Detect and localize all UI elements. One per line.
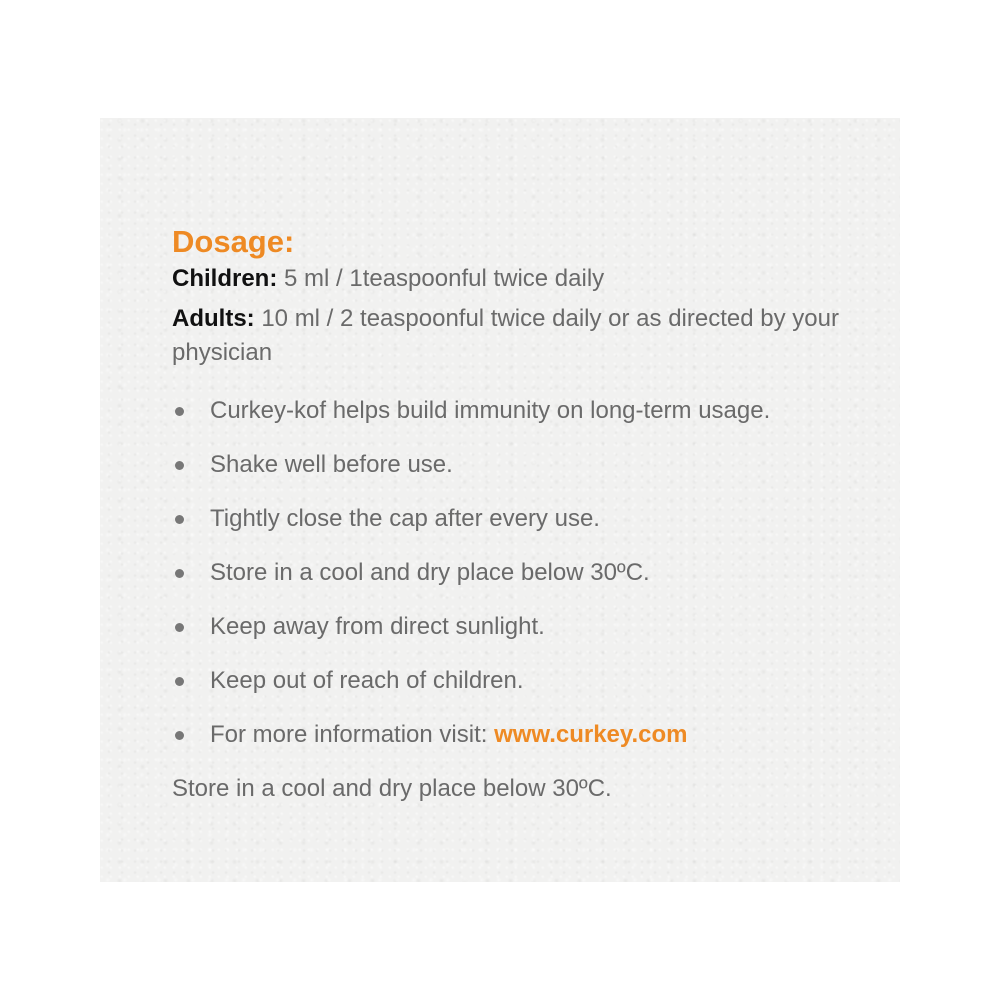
info-list-item	[172, 718, 872, 752]
bullet-dot-icon	[175, 569, 184, 578]
list-item	[172, 664, 872, 698]
bullet-dot-icon	[175, 515, 184, 524]
list-item-text: Store in a cool and dry place below 30ºC.	[210, 559, 650, 586]
children-label: Children:	[172, 265, 278, 292]
children-dosage	[172, 262, 872, 296]
list-item	[172, 448, 872, 482]
list-item	[172, 556, 872, 590]
storage-note: Store in a cool and dry place below 30ºC.	[172, 775, 612, 802]
adults-text: 10 ml / 2 teaspoonful twice daily or as directed by your physician	[172, 305, 839, 366]
info-text: For more information visit:	[210, 721, 495, 748]
list-item	[172, 502, 872, 536]
adults-dosage	[172, 302, 872, 370]
bullet-dot-icon	[175, 407, 184, 416]
list-item	[172, 610, 872, 644]
list-item-text: Shake well before use.	[210, 451, 453, 478]
list-item-text: Curkey-kof helps build immunity on long-term usage.	[210, 397, 771, 424]
dosage-heading: Dosage:	[172, 224, 295, 259]
bullet-dot-icon	[175, 461, 184, 470]
list-item-text: Tightly close the cap after every use.	[210, 505, 600, 532]
bullet-dot-icon	[175, 623, 184, 632]
content	[172, 222, 872, 806]
adults-label: Adults:	[172, 305, 255, 332]
bullet-dot-icon	[175, 677, 184, 686]
website-link[interactable]: www.curkey.com	[494, 721, 688, 748]
list-item-text: Keep out of reach of children.	[210, 667, 524, 694]
instructions-list	[172, 394, 872, 752]
list-item-text: Keep away from direct sunlight.	[210, 613, 545, 640]
children-text: 5 ml / 1teaspoonful twice daily	[277, 265, 605, 292]
bullet-dot-icon	[175, 731, 184, 740]
info-panel	[100, 118, 900, 882]
list-item	[172, 394, 872, 428]
